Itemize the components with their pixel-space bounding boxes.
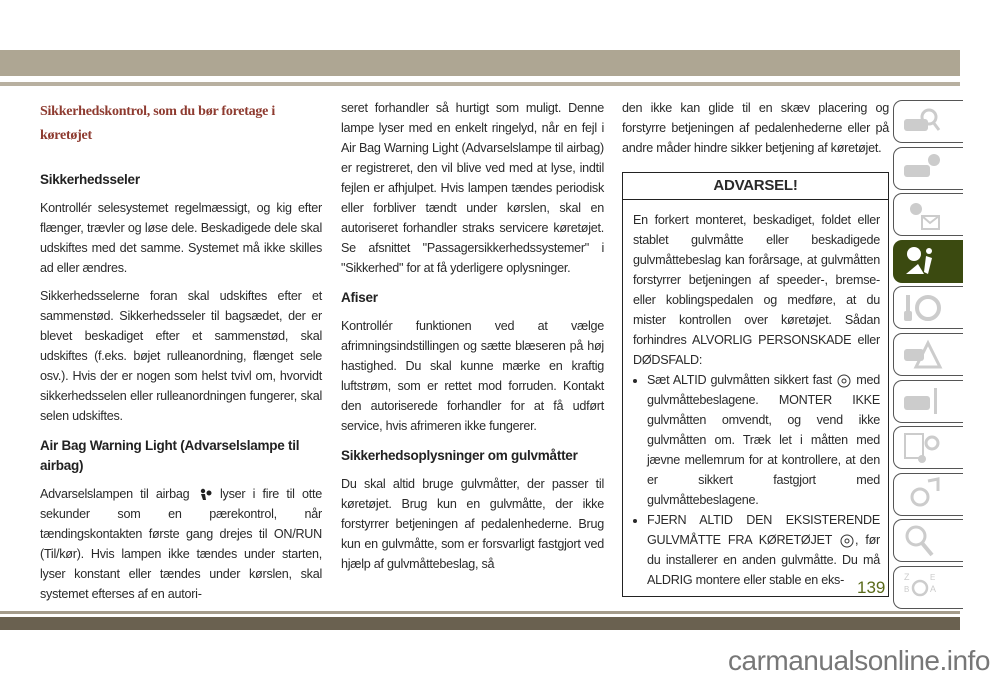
text: med gulvmåttebeslagene. MONTER IKKE gulvmåtten omvendt, og vend ikke gulvmåtten om. Træk let i måtten med jævne mellemrum for at kontrollere, at den er sikkert fastgjort med gulvmåttebeslagene. xyxy=(647,373,881,507)
header-rule xyxy=(0,82,960,86)
airbag-seat-icon xyxy=(902,244,942,278)
tab-warning-lights[interactable] xyxy=(893,193,963,236)
paragraph: Du skal altid bruge gulvmåtter, der passer til køretøjet. Brug kun en gulvmåtte, der ikke forstyrrer betjeningen af pedalenhederne. Brug kun en gulvmåtte, som er forsvarligt fastgjort ved hjælp af gulvmåttebeslag, så xyxy=(341,477,604,571)
key-steering-wheel-icon xyxy=(902,291,942,325)
tab-servicing[interactable] xyxy=(893,380,963,423)
tab-specifications[interactable] xyxy=(893,426,963,469)
heading-floor-mats: Sikkerhedsoplysninger om gulvmåtter xyxy=(341,448,578,463)
heading-seatbelts: Sikkerhedsseler xyxy=(40,172,140,187)
footer-band xyxy=(0,617,960,630)
car-search-icon xyxy=(902,105,942,139)
paragraph: seret forhandler så hurtigt som muligt. Denne lampe lyser med en enkelt ringelyd, når en fejl i Air Bag Warning Light (Advarselslampe til airbag) er registreret, den vil blive ved med at lyse, indtil fejlen er afhjulpet. Hvis lampen tændes periodisk eller forbliver tændt under kørslen, skal en autoriseret forhandler straks servicere køretøjet. Se afsnittet "Passagersikkerhedssystemer" i "Sikkerhed" for at få yderligere oplysninger. xyxy=(341,101,604,275)
tab-car-search[interactable] xyxy=(893,100,963,143)
floor-mat-anchor-icon xyxy=(839,534,855,548)
index-az-icon xyxy=(902,570,942,604)
footer-rule xyxy=(0,611,960,614)
watermark: carmanualsonline.info xyxy=(728,645,990,676)
section-title: Sikkerhedskontrol, som du bør foretage i køretøjet xyxy=(40,104,276,143)
svg-text:Z: Z xyxy=(904,572,910,583)
warning-bullet xyxy=(647,370,880,510)
svg-text:B: B xyxy=(904,585,910,595)
column-1 xyxy=(40,98,322,612)
tab-search[interactable] xyxy=(893,519,963,562)
tab-multimedia[interactable] xyxy=(893,473,963,516)
text: Advarselslampen til airbag xyxy=(40,487,190,501)
header-band xyxy=(0,50,960,76)
radio-music-nav-icon xyxy=(902,477,942,511)
paragraph xyxy=(40,484,322,604)
page-number: 139 xyxy=(857,578,886,597)
warning-box xyxy=(622,172,889,597)
paragraph: Kontrollér funktionen ved at vælge afrimningsindstillingen og sætte blæseren på høj hastighed. Du skal kunne mærke en kraftig luftstrøm, som er rettet mod forruden. Kontakt den autoriserede forhandler for at få udført service, hvis afrimeren ikke fungerer. xyxy=(341,319,604,433)
warning-text: En forkert monteret, beskadiget, foldet eller stablet gulvmåtte eller beskadigede gulvmåttebeslag kan forårsage, at gulvmåtten forstyrrer betjeningen af speeder-, bremse- eller koblingspedalen og medføre, at du mister kontrollen over køretøjet. Sådan forhindres ALVORLIG PERSONSKADE eller DØDSFALD: xyxy=(633,213,880,367)
car-info-icon xyxy=(902,151,942,185)
text: lyser i fire til otte sekunder som en pærekontrol, når tændingskontakten første gang drejes til ON/RUN (Til/kør). Hvis lampen ikke tændes under starten, lyser konstant eller tændes under kørslen, skal systemet efterses af en autori- xyxy=(40,487,323,601)
tab-emergency[interactable] xyxy=(893,333,963,376)
paragraph: Sikkerhedsselerne foran skal udskiftes efter et sammenstød. Sikkerhedsseler til bagsædet, der er blevet beskadiget efter et sammenstød, skal udskiftes (f.eks. bøjet rulleanordning, flænget sele osv.). Hvis der er nogen som helst tvivl om, hvorvidt sikkerhedsselen eller rulleanordningen fungerer, skal selen udskiftes. xyxy=(40,289,322,423)
list-gear-icon xyxy=(902,431,942,465)
warning-bullet xyxy=(647,510,880,590)
text: , før du installerer en anden gulvmåtte. Du må ALDRIG montere eller stable en eks- xyxy=(647,533,880,587)
heading-defroster: Afiser xyxy=(341,290,378,305)
tab-car-info[interactable] xyxy=(893,147,963,190)
airbag-warning-icon xyxy=(197,488,213,502)
svg-text:E: E xyxy=(930,573,936,583)
text: FJERN ALTID DEN EKSISTERENDE GULVMÅTTE FRA KØRETØJET xyxy=(647,513,880,547)
paragraph: den ikke kan glide til en skæv placering og forstyrre betjeningen af pedalenhederne eller på andre måder hindre sikker betjening af køretøjet. xyxy=(622,101,889,155)
svg-text:A: A xyxy=(930,584,937,595)
text: Sæt ALTID gulvmåtten sikkert fast xyxy=(647,373,832,387)
car-hazard-icon xyxy=(902,337,942,371)
search-icon xyxy=(902,524,942,558)
floor-mat-anchor-icon xyxy=(836,374,852,388)
car-wrench-icon xyxy=(902,384,942,418)
heading-airbag-warning-light: Air Bag Warning Light (Advarselslampe til airbag) xyxy=(40,438,300,473)
tab-safety[interactable] xyxy=(893,240,963,283)
warning-heading: ADVARSEL! xyxy=(623,173,888,200)
tab-index[interactable] xyxy=(893,566,963,609)
column-3 xyxy=(622,98,889,597)
chapter-tabs xyxy=(893,100,963,613)
column-2 xyxy=(341,98,604,582)
paragraph: Kontrollér selesystemet regelmæssigt, og kig efter flænger, trævler og løse dele. Beskadigede dele skal udskiftes med det samme. Systemet må ikke skilles ad eller ændres. xyxy=(40,201,322,275)
tab-starting-operating[interactable] xyxy=(893,286,963,329)
warning-light-message-icon xyxy=(902,198,942,232)
